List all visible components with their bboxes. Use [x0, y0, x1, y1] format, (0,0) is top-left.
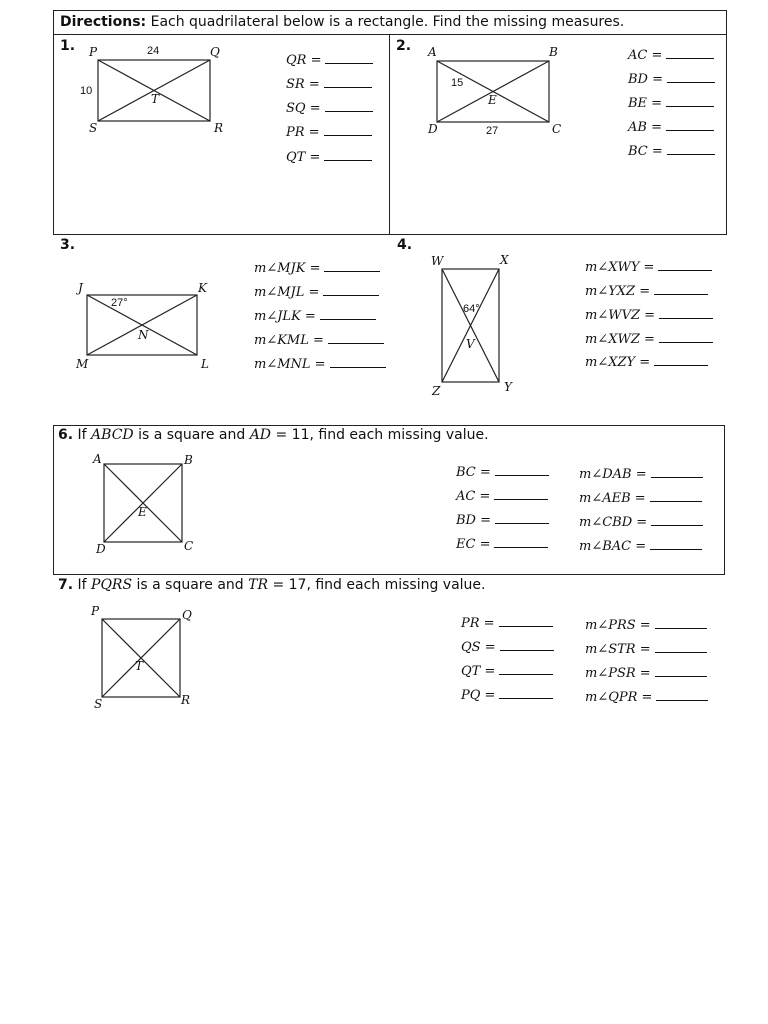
problem-7-number: 7. [58, 577, 74, 593]
vertex-w: W [431, 254, 444, 268]
answer-blank[interactable] [655, 664, 707, 677]
eq-mnl: m∠MNL = [254, 355, 386, 372]
given-ae-length: 15 [451, 77, 464, 89]
eq-mjk: m∠MJK = [254, 259, 380, 276]
eq-prs: m∠PRS = [585, 616, 707, 633]
vertex-n: N [138, 328, 149, 342]
vertex-q: Q [210, 45, 220, 59]
vertex-y: Y [504, 380, 512, 394]
eq-bac: m∠BAC = [579, 537, 702, 554]
vertex-d: D [428, 122, 438, 136]
vertex-a: A [428, 45, 437, 59]
vertex-s: S [94, 697, 103, 711]
answer-blank[interactable] [500, 638, 554, 651]
problem-1-number: 1. [60, 38, 76, 54]
eq-qs: QS = [461, 638, 554, 655]
answer-blank[interactable] [655, 640, 707, 653]
eq-cbd: m∠CBD = [579, 513, 703, 530]
vertex-s: S [89, 121, 98, 135]
eq-pq: PQ = [461, 686, 553, 703]
eq-xzy: m∠XZY = [585, 353, 708, 370]
given-side-length: 10 [80, 85, 93, 97]
vertex-c: C [552, 122, 562, 136]
vertex-q: Q [182, 608, 192, 622]
given-angle: 64° [463, 303, 480, 315]
eq-pr: PR = [461, 614, 553, 631]
problem-4-number: 4. [397, 237, 413, 253]
eq-mjl: m∠MJL = [254, 283, 379, 300]
eq-yxz: m∠YXZ = [585, 282, 708, 299]
given-top-length: 24 [147, 45, 160, 57]
vertex-e: E [488, 93, 497, 107]
vertex-x: X [500, 253, 509, 267]
problem-6-prompt: 6. If ABCD is a square and AD = 11, find each missing value. [58, 427, 489, 443]
vertex-c: C [184, 539, 194, 553]
eq-dab: m∠DAB = [579, 465, 703, 482]
eq-str: m∠STR = [585, 640, 707, 657]
problem-2-number: 2. [396, 38, 412, 54]
eq-be: BE = [628, 94, 714, 111]
eq-xwy: m∠XWY = [585, 258, 712, 275]
vertex-k: K [198, 281, 207, 295]
given-bottom-length: 27 [486, 125, 499, 137]
vertex-z: Z [432, 384, 441, 398]
eq-ec: EC = [456, 535, 548, 552]
eq-qr: QR = [286, 51, 373, 68]
directions-label: Directions: [60, 14, 147, 30]
eq-psr: m∠PSR = [585, 664, 707, 681]
vertex-p: P [91, 604, 100, 618]
vertex-b: B [184, 453, 193, 467]
vertex-r: R [214, 121, 224, 135]
vertex-a: A [93, 452, 102, 466]
eq-qpr: m∠QPR = [585, 688, 708, 705]
eq-wvz: m∠WVZ = [585, 306, 713, 323]
vertex-v: V [466, 337, 475, 351]
eq-sq: SQ = [286, 99, 373, 116]
vertex-t: T [151, 92, 160, 106]
vertex-m: M [76, 357, 89, 371]
vertex-e: E [138, 505, 147, 519]
answer-blank[interactable] [655, 616, 707, 629]
eq-ac: AC = [456, 487, 548, 504]
answer-blank[interactable] [499, 686, 553, 699]
answer-blank[interactable] [499, 662, 553, 675]
answer-blank[interactable] [656, 688, 708, 701]
answer-blank[interactable] [499, 614, 553, 627]
eq-kml: m∠KML = [254, 331, 384, 348]
eq-bd: BD = [628, 70, 715, 87]
vertex-l: L [201, 357, 209, 371]
eq-sr: SR = [286, 75, 372, 92]
directions-text: Each quadrilateral below is a rectangle. Find the missing measures. [150, 14, 625, 30]
eq-pr: PR = [286, 123, 372, 140]
problem-7-prompt: 7. If PQRS is a square and TR = 17, find each missing value. [58, 577, 486, 593]
vertex-p: P [89, 45, 98, 59]
eq-bc: BC = [628, 142, 715, 159]
eq-qt: QT = [286, 148, 372, 165]
vertex-d: D [96, 542, 106, 556]
eq-bd: BD = [456, 511, 549, 528]
vertex-r: R [181, 693, 191, 707]
problem-3-number: 3. [60, 237, 76, 253]
vertex-t: T [135, 659, 144, 673]
problem-6-number: 6. [58, 427, 74, 443]
eq-qt: QT = [461, 662, 553, 679]
eq-ab: AB = [628, 118, 714, 135]
eq-aeb: m∠AEB = [579, 489, 702, 506]
eq-ac: AC = [628, 46, 714, 63]
eq-xwz: m∠XWZ = [585, 330, 713, 347]
eq-jlk: m∠JLK = [254, 307, 376, 324]
eq-bc: BC = [456, 463, 549, 480]
vertex-j: J [78, 281, 83, 295]
vertex-b: B [549, 45, 558, 59]
given-angle: 27° [111, 297, 128, 309]
